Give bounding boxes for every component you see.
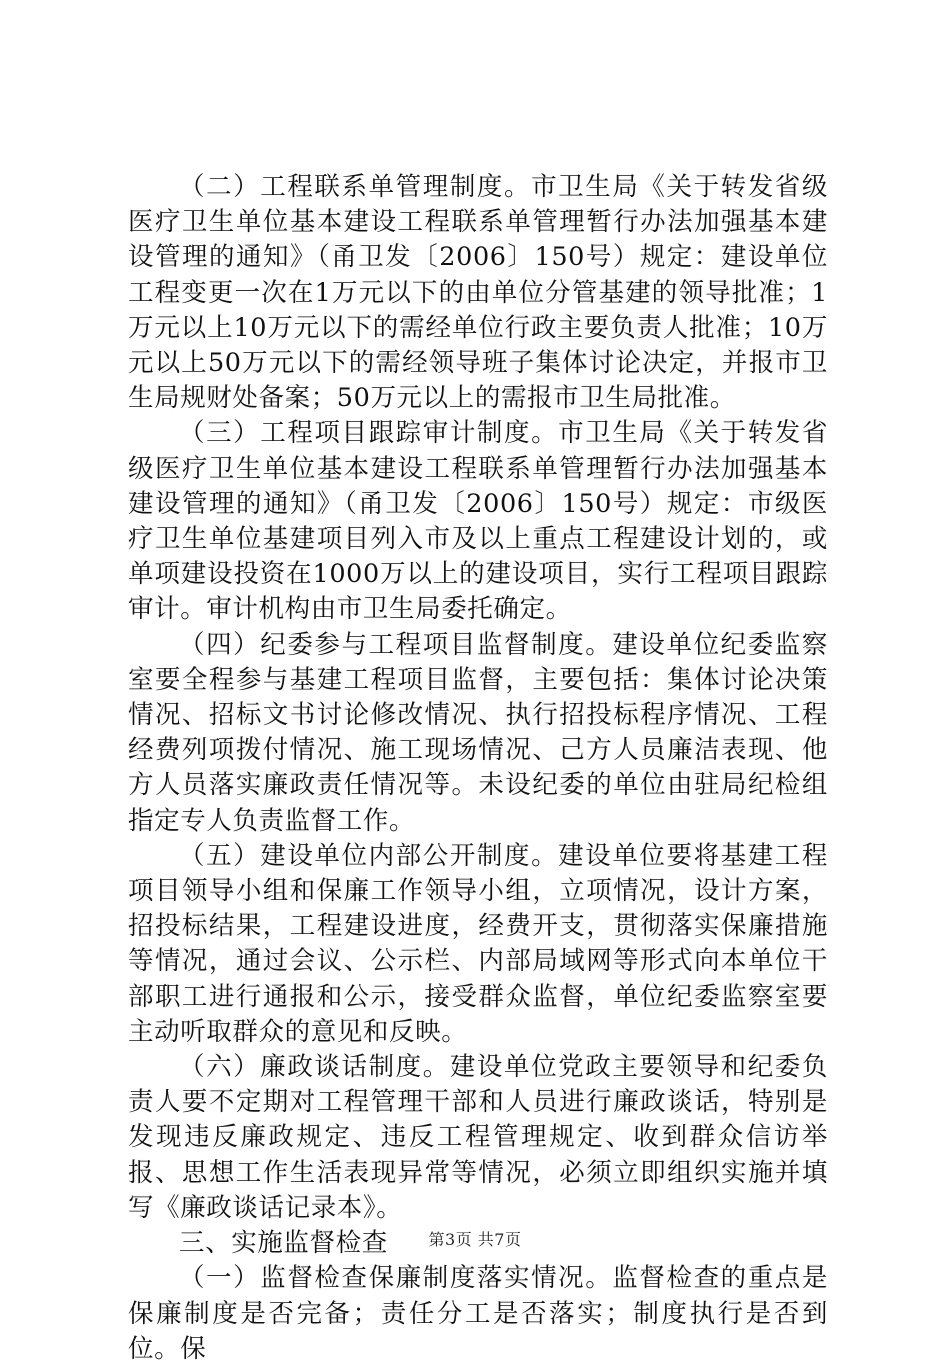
document-body (128, 170, 828, 1367)
paragraph-discipline-supervision-system: （四）纪委参与工程项目监督制度。建设单位纪委监察室要全程参与基建工程项目监督，主要包括：集体讨论决策情况、招标文书讨论修改情况、执行招投标程序情况、工程经费列项拨付情况、施工现场情况、己方人员廉洁表现、他方人员落实廉政责任情况等。未设纪委的单位由驻局纪检组指定专人负责监督工作。 (128, 629, 828, 836)
paragraph-audit-tracking-system: （三）工程项目跟踪审计制度。市卫生局《关于转发省级医疗卫生单位基本建设工程联系单管理暂行办法加强基本建设管理的通知》（甬卫发〔2006〕150号）规定：市级医疗卫生单位基建项目列入市及以上重点工程建设计划的，或单项建设投资在1000万以上的建设项目，实行工程项目跟踪审计。审计机构由市卫生局委托确定。 (128, 418, 828, 625)
paragraph-supervision-inspection: （一）监督检查保廉制度落实情况。监督检查的重点是保廉制度是否完备；责任分工是否落实；制度执行是否到位。保 (128, 1263, 828, 1364)
paragraph-integrity-talk-system: （六）廉政谈话制度。建设单位党政主要领导和纪委负责人要不定期对工程管理干部和人员进行廉政谈话，特别是发现违反廉政规定、违反工程管理规定、收到群众信访举报、思想工作生活表现异常等情况，必须立即组织实施并填写《廉政谈话记录本》。 (128, 1052, 828, 1223)
page-number-footer: 第3页 共7页 (428, 1230, 522, 1249)
paragraph-internal-disclosure-system: （五）建设单位内部公开制度。建设单位要将基建工程项目领导小组和保廉工作领导小组，立项情况，设计方案，招投标结果，工程建设进度，经费开支，贯彻落实保廉措施等情况，通过会议、公示栏、内部局域网等形式向本单位干部职工进行通报和公示，接受群众监督，单位纪委监察室要主动听取群众的意见和反映。 (128, 840, 828, 1047)
section-heading: 三、实施监督检查 (179, 1228, 388, 1259)
paragraph-contact-form-system: （二）工程联系单管理制度。市卫生局《关于转发省级医疗卫生单位基本建设工程联系单管理暂行办法加强基本建设管理的通知》（甬卫发〔2006〕150号）规定：建设单位工程变更一次在1万元以下的由单位分管基建的领导批准；1万元以上10万元以下的需经单位行政主要负责人批准；10万元以上50万元以下的需经领导班子集体讨论决定，并报市卫生局规财处备案；50万元以上的需报市卫生局批准。 (128, 172, 828, 414)
